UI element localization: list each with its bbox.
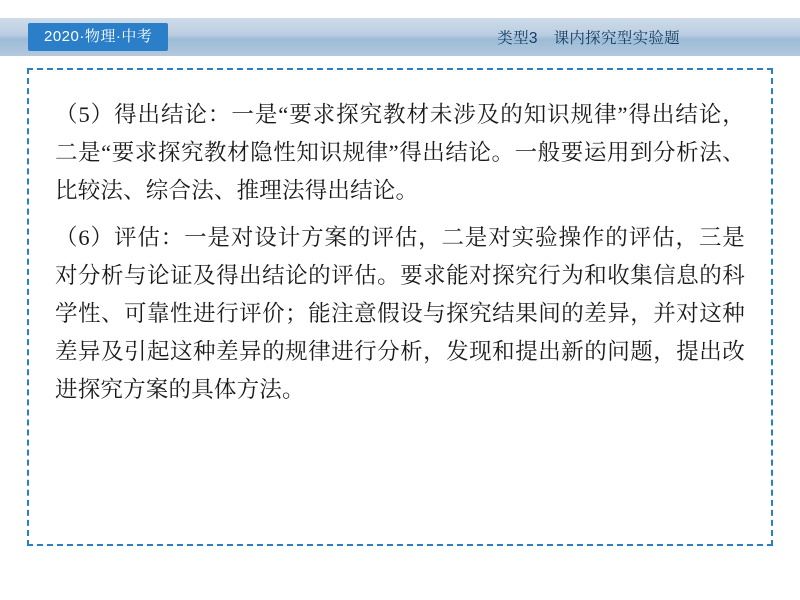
- paragraph-5: （5）得出结论：一是“要求探究教材未涉及的知识规律”得出结论，二是“要求探究教材隐性知识规律”得出结论。一般要运用到分析法、比较法、综合法、推理法得出结论。: [55, 102, 745, 203]
- slide-header-bar: [0, 18, 800, 56]
- content-panel: [27, 68, 773, 546]
- header-left-group: [28, 18, 168, 56]
- paragraph-6: （6）评估：一是对设计方案的评估，二是对实验操作的评估，三是对分析与论证及得出结论的评估。要求能对探究行为和收集信息的科学性、可靠性进行评价；能注意假设与探究结果间的差异，并对这种差异及引起这种差异的规律进行分析，发现和提出新的问题，提出改进探究方案的具体方法。: [55, 225, 745, 402]
- header-right-group: [497, 18, 680, 56]
- course-badge: 2020·物理·中考: [28, 23, 168, 51]
- page-title: 类型3 课内探究型实验题: [497, 30, 680, 47]
